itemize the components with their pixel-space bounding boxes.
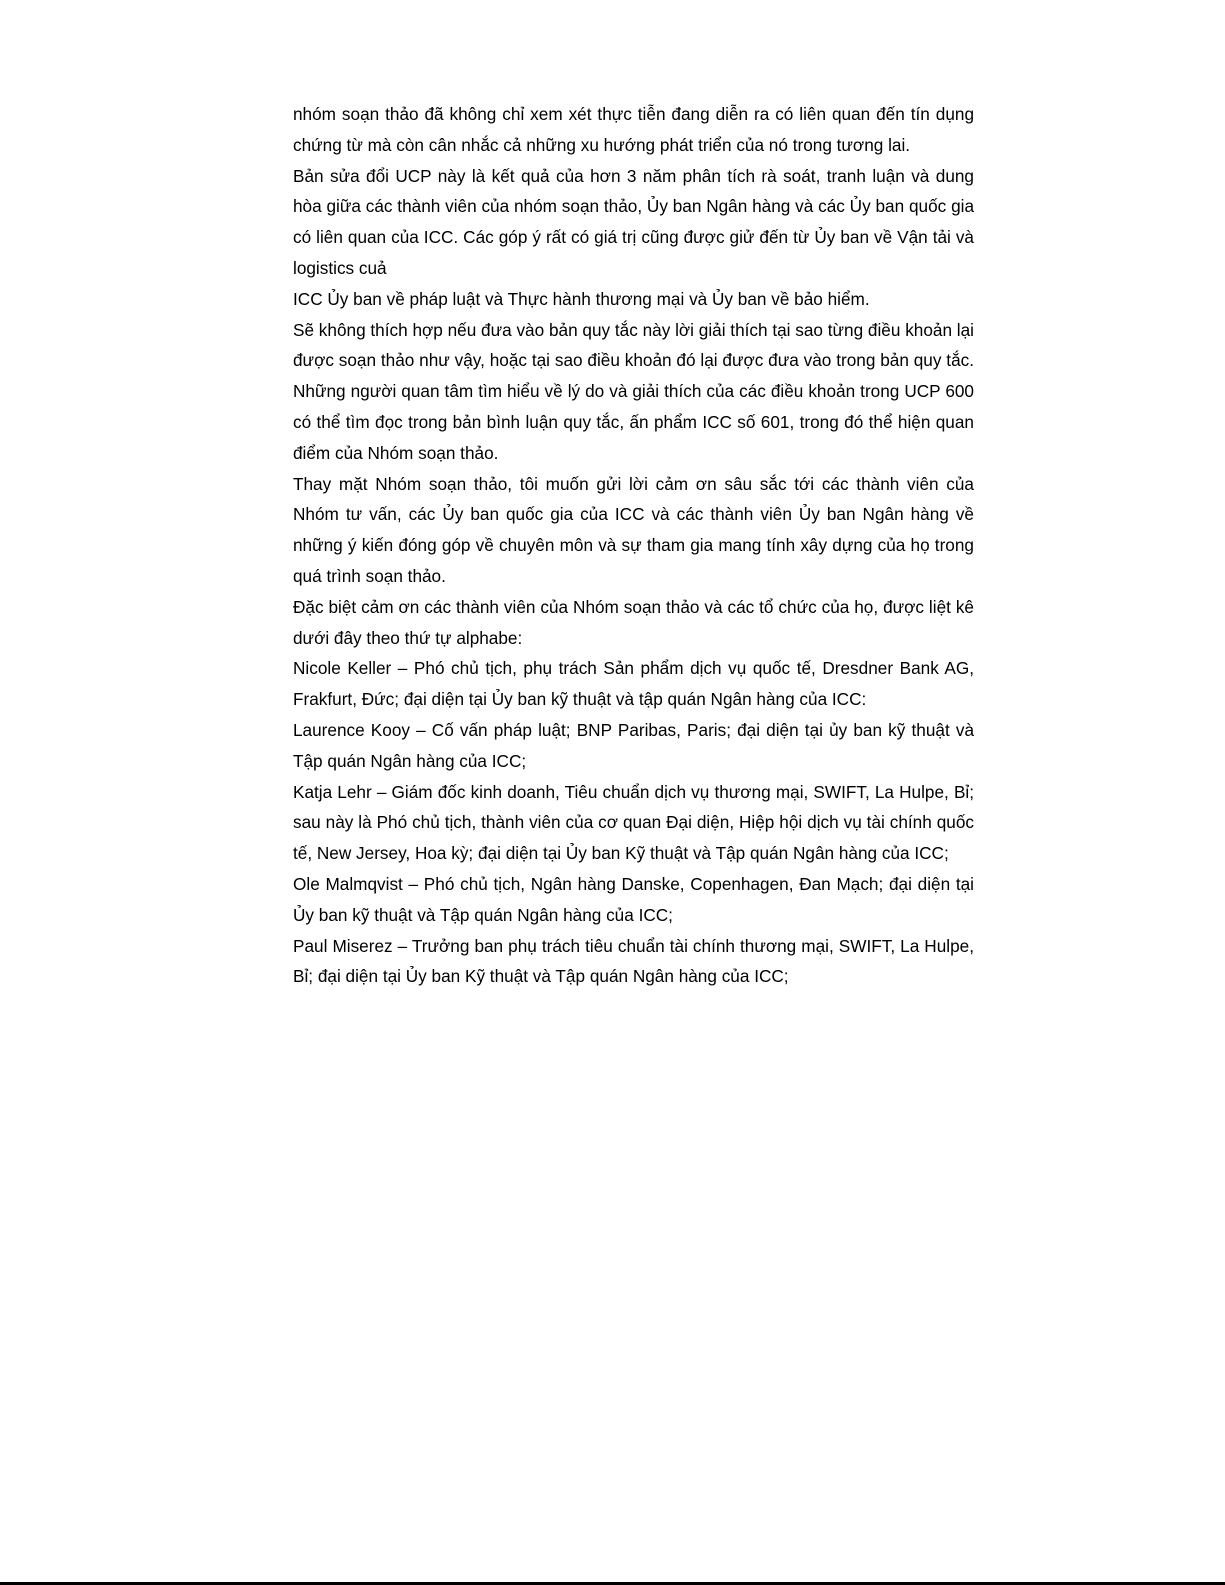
paragraph-drafting-scope: nhóm soạn thảo đã không chỉ xem xét thực tiễn đang diễn ra có liên quan đến tín dụng chứng từ mà còn cân nhắc cả những xu hướng phát triển của nó trong tương lai.	[293, 104, 974, 155]
document-body	[293, 99, 974, 992]
paragraph-revision-history: Bản sửa đổi UCP này là kết quả của hơn 3 năm phân tích rà soát, tranh luận và dung hòa giữa các thành viên của nhóm soạn thảo, Ủy ban Ngân hàng và các Ủy ban quốc gia có liên quan của ICC. Các góp ý rất có giá trị cũng được giử đến từ Ủy ban về Vận tải và logistics cuả	[293, 165, 974, 278]
member-entry-ole-malmqvist: Ole Malmqvist – Phó chủ tịch, Ngân hàng Danske, Copenhagen, Đan Mạch; đại diện tại Ủy ban kỹ thuật và Tập quán Ngân hàng của ICC;	[293, 873, 974, 925]
paragraph-acknowledgements: Thay mặt Nhóm soạn thảo, tôi muốn gửi lời cảm ơn sâu sắc tới các thành viên của Nhóm tư vấn, các Ủy ban quốc gia của ICC và các thành viên Ủy ban Ngân hàng về những ý kiến đóng góp về chuyên môn và sự tham gia mang tính xây dựng của họ trong quá trình soạn thảo.	[293, 473, 974, 586]
paragraph-commentary-reference: Sẽ không thích hợp nếu đưa vào bản quy tắc này lời giải thích tại sao từng điều khoản lại được soạn thảo như vậy, hoặc tại sao điều khoản đó lại được đưa vào trong bản quy tắc. Những người quan tâm tìm hiểu về lý do và giải thích của các điều khoản trong UCP 600 có thể tìm đọc trong bản bình luận quy tắc, ấn phẩm ICC số 601, trong đó thể hiện quan điểm của Nhóm soạn thảo.	[293, 319, 974, 463]
paragraph-icc-commissions: ICC Ủy ban về pháp luật và Thực hành thương mại và Ủy ban về bảo hiểm.	[293, 288, 870, 309]
member-entry-laurence-kooy: Laurence Kooy – Cố vấn pháp luật; BNP Paribas, Paris; đại diện tại ủy ban kỹ thuật và Tập quán Ngân hàng của ICC;	[293, 719, 974, 771]
paragraph-drafting-group-intro: Đặc biệt cảm ơn các thành viên của Nhóm soạn thảo và các tổ chức của họ, được liệt kê dưới đây theo thứ tự alphabe:	[293, 596, 974, 648]
member-entry-paul-miserez: Paul Miserez – Trưởng ban phụ trách tiêu chuẩn tài chính thương mại, SWIFT, La Hulpe, Bỉ; đại diện tại Ủy ban Kỹ thuật và Tập quán Ngân hàng của ICC;	[293, 935, 974, 987]
member-entry-nicole-keller: Nicole Keller – Phó chủ tịch, phụ trách Sản phẩm dịch vụ quốc tế, Dresdner Bank AG, Frakfurt, Đức; đại diện tại Ủy ban kỹ thuật và tập quán Ngân hàng của ICC:	[293, 658, 974, 710]
member-entry-katja-lehr: Katja Lehr – Giám đốc kinh doanh, Tiêu chuẩn dịch vụ thương mại, SWIFT, La Hulpe, Bỉ; sau này là Phó chủ tịch, thành viên của cơ quan Đại diện, Hiệp hội dịch vụ tài chính quốc tế, New Jersey, Hoa kỳ; đại diện tại Ủy ban Kỹ thuật và Tập quán Ngân hàng của ICC;	[293, 781, 974, 864]
